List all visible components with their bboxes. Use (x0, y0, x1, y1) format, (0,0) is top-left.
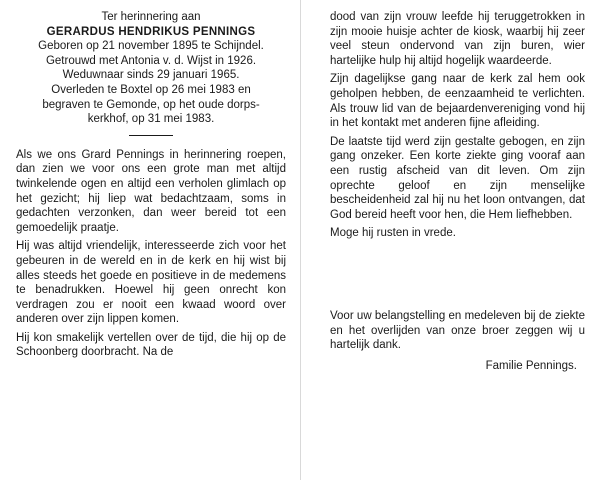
birth-line: Geboren op 21 november 1895 te Schijndel. (38, 40, 264, 53)
marriage-line: Getrouwd met Antonia v. d. Wijst in 1926. (45, 54, 257, 67)
memorial-paragraph: dood van zijn vrouw leefde hij teruggetrokken in zijn mooie huisje achter de kiosk, waarbij hij zeer veel steun ondervond van zijn buren, wier hartelijke hulp hij altijd hogelijk waardeerde. (330, 11, 585, 67)
divider-rule (129, 135, 173, 136)
family-signature: Familie Pennings. (485, 359, 577, 372)
death-line: Overleden te Boxtel op 26 mei 1983 en (51, 83, 251, 96)
deceased-name: GERARDUS HENDRIKUS PENNINGS (46, 25, 256, 38)
memorial-paragraph: De laatste tijd werd zijn gestalte gebogen, en zijn gang onzeker. Een korte ziekte ging vooraf aan een rustig afscheid van dit leven. Om zijn oprechte geloof en zijn menselijke bescheidenheid zal hij nu het loon ontvangen, dat God bereid heeft voor hen, die Hem liefhebben. (330, 135, 585, 221)
fold-line (300, 0, 301, 480)
spacer (330, 245, 585, 309)
prayer-line: Moge hij rusten in vrede. (330, 227, 456, 240)
memorial-paragraph: Zijn dagelijkse gang naar de kerk zal hem ook geholpen hebben, de eenzaamheid te verlichten. Als trouw lid van de bejaardenvereniging vond hij in het kontakt met anderen fijne afleiding. (330, 73, 585, 130)
memorial-paragraph: Hij was altijd vriendelijk, interesseerde zich voor het gebeuren in de wereld en in de kerk en hij wist bij alles steeds het goede en positieve in de medemens te benadrukken. Hoewel hij geen onrecht kon verdragen zou er nooit een kwaad woord over anderen over zijn lippen komen. (16, 240, 286, 326)
left-panel (16, 10, 286, 364)
burial-date-line: kerkhof, op 31 mei 1983. (87, 113, 215, 126)
intro-text: Ter herinnering aan (101, 11, 201, 23)
thanks-text: Voor uw belangstelling en medeleven bij de ziekte en het overlijden van onze broer zeggen wij u hartelijk dank. (330, 309, 585, 352)
right-panel (330, 10, 585, 373)
widower-line: Weduwnaar sinds 29 januari 1965. (62, 69, 240, 82)
memorial-paragraph: Hij kon smakelijk vertellen over de tijd, die hij op de Schoonberg doorbracht. Na de (16, 331, 286, 359)
card-header (16, 10, 286, 127)
memorial-paragraph: Als we ons Grard Pennings in herinnering roepen, dan zien we voor ons een grote man met altijd twinkelende ogen en altijd een verholen glimlach op het gezicht; hij liep wat bedachtzaam, soms in gedachten verzonken, dan weer bereid tot een gemoedelijk praatje. (16, 148, 286, 234)
burial-line: begraven te Gemonde, op het oude dorps- (42, 98, 260, 111)
